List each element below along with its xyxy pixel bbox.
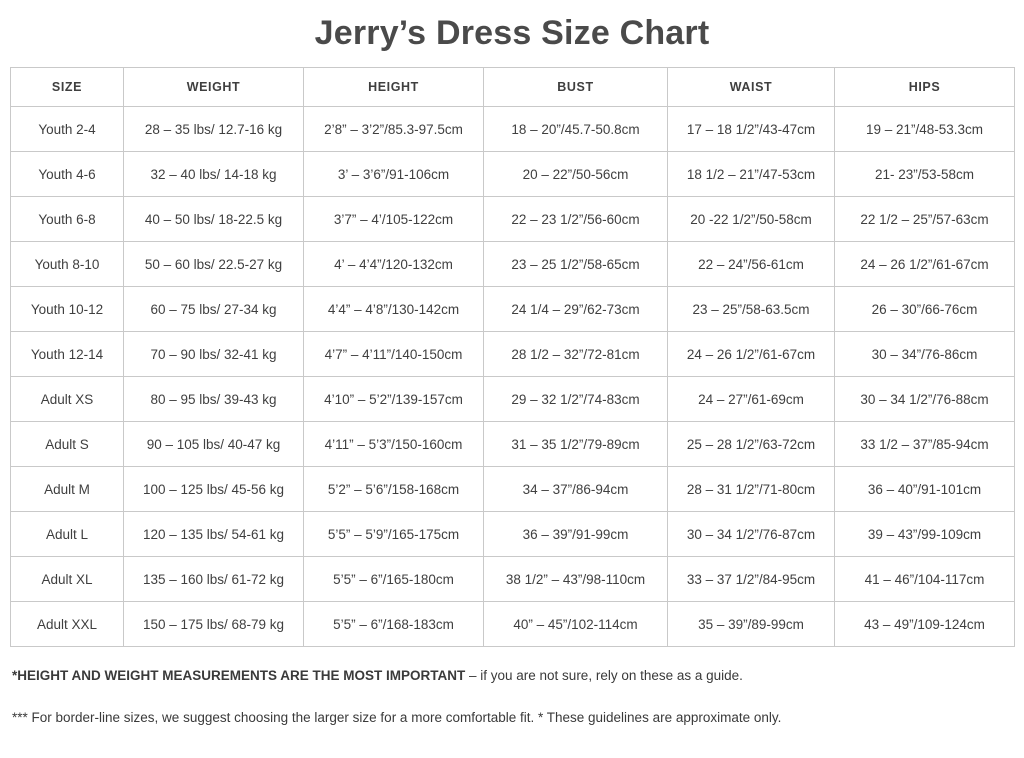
column-header: WAIST <box>668 68 835 107</box>
table-row <box>11 422 1015 467</box>
measurement-cell: 33 – 37 1/2”/84-95cm <box>668 557 835 602</box>
size-label-cell: Youth 12-14 <box>11 332 124 377</box>
measurement-cell: 33 1/2 – 37”/85-94cm <box>835 422 1015 467</box>
table-header <box>11 68 1015 107</box>
measurement-cell: 35 – 39”/89-99cm <box>668 602 835 647</box>
measurement-cell: 31 – 35 1/2”/79-89cm <box>484 422 668 467</box>
table-body <box>11 107 1015 647</box>
measurement-cell: 4’10” – 5’2”/139-157cm <box>304 377 484 422</box>
note-secondary: *** For border-line sizes, we suggest choosing the larger size for a more comfortable fit. * These guidelines are approximate only. <box>12 709 782 725</box>
measurement-cell: 30 – 34 1/2”/76-88cm <box>835 377 1015 422</box>
measurement-cell: 60 – 75 lbs/ 27-34 kg <box>124 287 304 332</box>
measurement-cell: 135 – 160 lbs/ 61-72 kg <box>124 557 304 602</box>
measurement-cell: 20 – 22”/50-56cm <box>484 152 668 197</box>
measurement-cell: 100 – 125 lbs/ 45-56 kg <box>124 467 304 512</box>
measurement-cell: 50 – 60 lbs/ 22.5-27 kg <box>124 242 304 287</box>
measurement-cell: 39 – 43”/99-109cm <box>835 512 1015 557</box>
size-label-cell: Youth 6-8 <box>11 197 124 242</box>
table-row <box>11 242 1015 287</box>
column-header: WEIGHT <box>124 68 304 107</box>
page-title: Jerry’s Dress Size Chart <box>314 14 710 52</box>
size-label-cell: Youth 4-6 <box>11 152 124 197</box>
measurement-cell: 30 – 34 1/2”/76-87cm <box>668 512 835 557</box>
measurement-cell: 80 – 95 lbs/ 39-43 kg <box>124 377 304 422</box>
measurement-cell: 28 – 31 1/2”/71-80cm <box>668 467 835 512</box>
measurement-cell: 34 – 37”/86-94cm <box>484 467 668 512</box>
size-label-cell: Adult L <box>11 512 124 557</box>
measurement-cell: 23 – 25 1/2”/58-65cm <box>484 242 668 287</box>
measurement-cell: 4’11” – 5’3”/150-160cm <box>304 422 484 467</box>
measurement-cell: 4’7” – 4’11”/140-150cm <box>304 332 484 377</box>
measurement-cell: 23 – 25”/58-63.5cm <box>668 287 835 332</box>
measurement-cell: 38 1/2” – 43”/98-110cm <box>484 557 668 602</box>
measurement-cell: 26 – 30”/66-76cm <box>835 287 1015 332</box>
measurement-cell: 5’2” – 5’6”/158-168cm <box>304 467 484 512</box>
measurement-cell: 5’5” – 5’9”/165-175cm <box>304 512 484 557</box>
table-row <box>11 152 1015 197</box>
measurement-cell: 40 – 50 lbs/ 18-22.5 kg <box>124 197 304 242</box>
column-header: BUST <box>484 68 668 107</box>
measurement-cell: 25 – 28 1/2”/63-72cm <box>668 422 835 467</box>
measurement-cell: 36 – 39”/91-99cm <box>484 512 668 557</box>
measurement-cell: 43 – 49”/109-124cm <box>835 602 1015 647</box>
table-row <box>11 557 1015 602</box>
column-header: HIPS <box>835 68 1015 107</box>
measurement-cell: 90 – 105 lbs/ 40-47 kg <box>124 422 304 467</box>
measurement-cell: 18 – 20”/45.7-50.8cm <box>484 107 668 152</box>
measurement-cell: 3’7” – 4’/105-122cm <box>304 197 484 242</box>
measurement-cell: 22 1/2 – 25”/57-63cm <box>835 197 1015 242</box>
measurement-cell: 5’5” – 6”/168-183cm <box>304 602 484 647</box>
measurement-cell: 29 – 32 1/2”/74-83cm <box>484 377 668 422</box>
measurement-cell: 120 – 135 lbs/ 54-61 kg <box>124 512 304 557</box>
measurement-cell: 150 – 175 lbs/ 68-79 kg <box>124 602 304 647</box>
measurement-cell: 24 – 27”/61-69cm <box>668 377 835 422</box>
measurement-cell: 41 – 46”/104-117cm <box>835 557 1015 602</box>
measurement-cell: 22 – 24”/56-61cm <box>668 242 835 287</box>
size-chart-table <box>10 67 1015 647</box>
measurement-cell: 3’ – 3’6”/91-106cm <box>304 152 484 197</box>
size-label-cell: Adult XS <box>11 377 124 422</box>
size-label-cell: Adult XL <box>11 557 124 602</box>
measurement-cell: 36 – 40”/91-101cm <box>835 467 1015 512</box>
measurement-cell: 40” – 45”/102-114cm <box>484 602 668 647</box>
column-header: SIZE <box>11 68 124 107</box>
size-chart-page <box>0 14 1024 758</box>
note-primary-emphasis: *HEIGHT AND WEIGHT MEASUREMENTS ARE THE MOST IMPORTANT <box>12 668 466 683</box>
table-row <box>11 602 1015 647</box>
note-primary <box>12 667 1012 685</box>
measurement-cell: 28 1/2 – 32”/72-81cm <box>484 332 668 377</box>
measurement-cell: 32 – 40 lbs/ 14-18 kg <box>124 152 304 197</box>
table-row <box>11 512 1015 557</box>
size-label-cell: Adult M <box>11 467 124 512</box>
measurement-cell: 5’5” – 6”/165-180cm <box>304 557 484 602</box>
size-label-cell: Youth 8-10 <box>11 242 124 287</box>
measurement-cell: 21- 23”/53-58cm <box>835 152 1015 197</box>
measurement-cell: 2’8” – 3’2”/85.3-97.5cm <box>304 107 484 152</box>
measurement-cell: 4’ – 4’4”/120-132cm <box>304 242 484 287</box>
size-label-cell: Adult XXL <box>11 602 124 647</box>
measurement-cell: 24 – 26 1/2”/61-67cm <box>668 332 835 377</box>
measurement-cell: 4’4” – 4’8”/130-142cm <box>304 287 484 332</box>
measurement-cell: 24 – 26 1/2”/61-67cm <box>835 242 1015 287</box>
measurement-cell: 18 1/2 – 21”/47-53cm <box>668 152 835 197</box>
size-label-cell: Adult S <box>11 422 124 467</box>
table-row <box>11 107 1015 152</box>
size-label-cell: Youth 2-4 <box>11 107 124 152</box>
table-row <box>11 287 1015 332</box>
measurement-cell: 17 – 18 1/2”/43-47cm <box>668 107 835 152</box>
notes-section <box>12 667 1012 726</box>
measurement-cell: 20 -22 1/2”/50-58cm <box>668 197 835 242</box>
measurement-cell: 22 – 23 1/2”/56-60cm <box>484 197 668 242</box>
measurement-cell: 19 – 21”/48-53.3cm <box>835 107 1015 152</box>
column-header: HEIGHT <box>304 68 484 107</box>
table-row <box>11 332 1015 377</box>
measurement-cell: 28 – 35 lbs/ 12.7-16 kg <box>124 107 304 152</box>
measurement-cell: 70 – 90 lbs/ 32-41 kg <box>124 332 304 377</box>
measurement-cell: 30 – 34”/76-86cm <box>835 332 1015 377</box>
table-row <box>11 377 1015 422</box>
size-label-cell: Youth 10-12 <box>11 287 124 332</box>
table-row <box>11 467 1015 512</box>
table-row <box>11 197 1015 242</box>
note-primary-rest: – if you are not sure, rely on these as a guide. <box>465 668 743 683</box>
table-header-row <box>11 68 1015 107</box>
measurement-cell: 24 1/4 – 29”/62-73cm <box>484 287 668 332</box>
